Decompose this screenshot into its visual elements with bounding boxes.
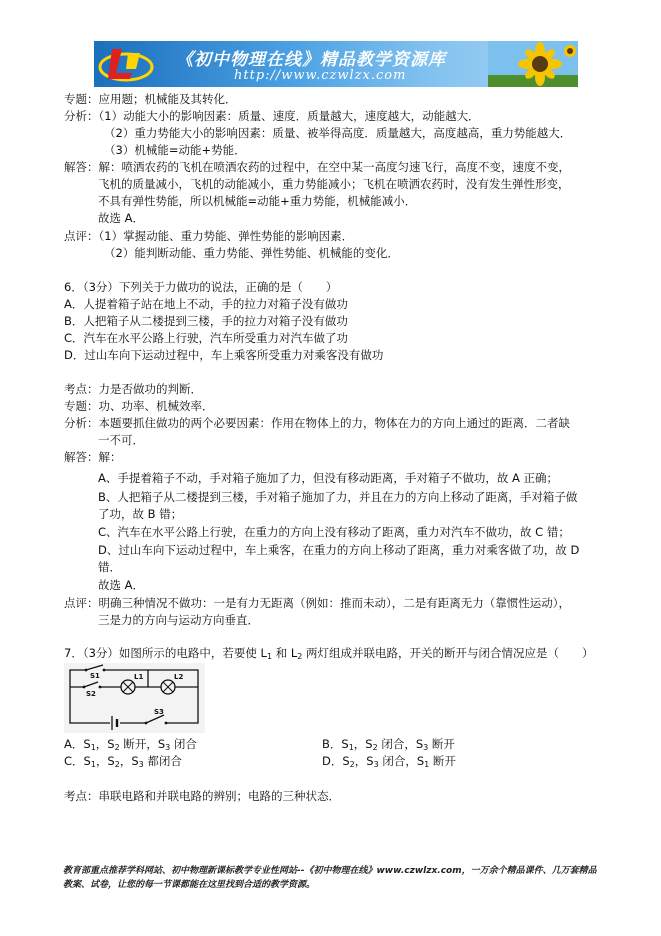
q6-jieda-answer: 故选 A． [98,578,145,592]
q7-option-b: B．$S_1$，$S_2$ 闭合，$S_3$ 断开 [322,737,455,752]
label-l1: L1 [134,673,144,681]
q6-jieda-b: B、人把箱子从二楼提到三楼，手对箱子施加了力，并且在力的方向上移动了距离，手对箱子做 [98,490,578,504]
q5-jieda-4: 故选 A． [98,211,145,225]
banner-url: http://www.czwlzx.com [234,68,407,83]
q6-option-b: B．人把箱子从二楼提到三楼，手的拉力对箱子没有做功 [64,314,348,328]
q5-zhuanti: 专题：应用题；机械能及其转化． [64,92,237,106]
q7-kaodian: 考点：串联电路和并联电路的辨别；电路的三种状态． [64,789,340,803]
q6-fenxi-2: 一不可． [98,433,144,447]
page-footer: 教育部重点推荐学科网站、初中物理新课标教学专业性网站--《初中物理在线》www.czwlzx.com，一万余个精品课件、几万套精品教案、试卷，让您的每一节课都能在这里找到合适的教学资源。 [63,866,597,890]
label-s3: S3 [154,708,164,716]
q6-jieda-c: C、汽车在水平公路上行驶，在重力的方向上没有移动了距离，重力对汽车不做功，故 C 错； [98,525,570,539]
q5-fenxi-2: （2）重力势能大小的影响因素：质量、被举得高度．质量越大，高度越高，重力势能越大． [104,126,572,140]
q6-stem: 6．（3分）下列关于力做功的说法，正确的是（ ） [64,280,338,294]
q6-option-c: C．汽车在水平公路上行驶，汽车所受重力对汽车做了功 [64,331,349,345]
banner-title: 《初中物理在线》精品教学资源库 [176,50,446,70]
label-s2: S2 [86,690,96,698]
q6-dianping-2: 三是力的方向与运动方向垂直． [98,613,259,627]
circuit-diagram [64,663,205,733]
q5-fenxi-1: 分析：（1）动能大小的影响因素：质量、速度．质量越大，速度越大，动能越大． [64,109,480,123]
q7-option-c: C．$S_1$，$S_2$，$S_3$ 都闭合 [64,754,182,769]
label-s1: S1 [90,672,100,680]
q6-kaodian: 考点：力是否做功的判断． [64,382,202,396]
q6-option-a: A．人提着箱子站在地上不动，手的拉力对箱子没有做功 [64,297,348,311]
q7-stem: 7．（3分）如图所示的电路中，若要使 $L_1$ 和 $L_2$ 两灯组成并联电路，开关的断开与闭合情况应是（ ） [64,646,594,661]
q5-jieda-2: 飞机的质量减小，飞机的动能减小，重力势能减小；飞机在喷洒农药时，没有发生弹性形变， [98,177,570,191]
q5-dianping-2: （2）能判断动能、重力势能、弹性势能、机械能的变化． [104,246,399,260]
q6-jieda-d2: 错． [98,560,121,574]
q6-option-d: D．过山车向下运动过程中，车上乘客所受重力对乘客没有做功 [64,348,384,362]
q6-zhuanti: 专题：功、功率、机械效率． [64,399,214,413]
q6-jieda-b2: 了功，故 B 错； [98,507,183,521]
q5-jieda-1: 解答：解：喷洒农药的飞机在喷洒农药的过程中，在空中某一高度匀速飞行，高度不变，速度不变， [64,160,570,174]
q6-jieda-d: D、过山车向下运动过程中，车上乘客，在重力的方向上移动了距离，重力对乘客做了功，故 D [98,543,580,557]
header-banner [94,41,578,87]
q6-dianping-1: 点评：明确三种情况不做功：一是有力无距离（例如：推而未动），二是有距离无力（靠惯性运动）， [64,596,570,610]
q7-option-d: D．$S_2$，$S_3$ 闭合，$S_1$ 断开 [322,754,456,769]
q6-jieda-a: A、手提着箱子不动，手对箱子施加了力，但没有移动距离，手对箱子不做功，故 A 正确； [98,471,559,485]
q7-option-a: A．$S_1$，$S_2$ 断开，$S_3$ 闭合 [64,737,197,752]
q5-jieda-3: 不具有弹性势能，所以机械能=动能+重力势能，机械能减小． [98,194,417,208]
q6-jieda-head: 解答：解： [64,450,122,464]
site-logo-icon [98,43,154,85]
q6-fenxi-1: 分析：本题要抓住做功的两个必要因素：作用在物体上的力，物体在力的方向上通过的距离．二者缺 [64,416,570,430]
q5-fenxi-3: （3）机械能=动能+势能． [104,143,246,157]
q5-dianping-1: 点评：（1）掌握动能、重力势能、弹性势能的影响因素． [64,229,354,243]
label-l2: L2 [174,673,184,681]
sunflower-icon [488,41,578,87]
